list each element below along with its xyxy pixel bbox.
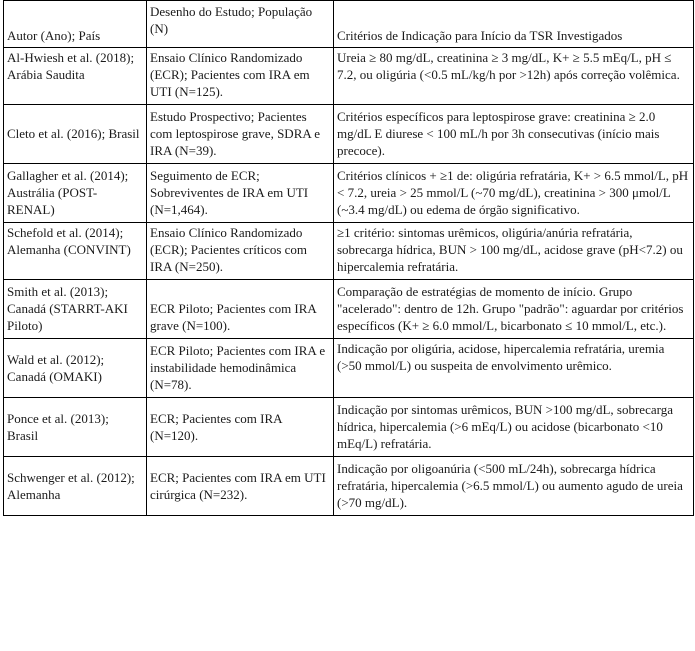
cell-design: Seguimento de ECR; Sobreviventes de IRA em UTI (N=1,464).: [147, 164, 334, 223]
cell-design: Ensaio Clínico Randomizado (ECR); Pacientes críticos com IRA (N=250).: [147, 223, 334, 280]
table-row: [4, 223, 694, 280]
cell-author: Schwenger et al. (2012); Alemanha: [4, 457, 147, 516]
table-row: [4, 339, 694, 398]
cell-criteria: Critérios clínicos + ≥1 de: oligúria refratária, K+ > 6.5 mmol/L, pH < 7.2, ureia > 25 mmol/L (~70 mg/dL), creatinina > 300 μmol/L (~3.4 mg/dL) ou edema de órgão significativo.: [334, 164, 694, 223]
table-row: [4, 48, 694, 105]
cell-design: ECR Piloto; Pacientes com IRA grave (N=100).: [147, 280, 334, 339]
header-criteria: Critérios de Indicação para Início da TSR Investigados: [334, 1, 694, 48]
cell-author: Al-Hwiesh et al. (2018); Arábia Saudita: [4, 48, 147, 105]
criteria-table: [3, 0, 694, 516]
cell-design: ECR Piloto; Pacientes com IRA e instabilidade hemodinâmica (N=78).: [147, 339, 334, 398]
cell-criteria: ≥1 critério: sintomas urêmicos, oligúria/anúria refratária, sobrecarga hídrica, BUN > 100 mg/dL, acidose grave (pH<7.2) ou hipercalemia refratária.: [334, 223, 694, 280]
cell-author: Gallagher et al. (2014); Austrália (POST-RENAL): [4, 164, 147, 223]
header-design: Desenho do Estudo; População (N): [147, 1, 334, 48]
cell-criteria: Ureia ≥ 80 mg/dL, creatinina ≥ 3 mg/dL, K+ ≥ 5.5 mEq/L, pH ≤ 7.2, ou oligúria (<0.5 mL/kg/h por >12h) após correção volêmica.: [334, 48, 694, 105]
cell-criteria: Critérios específicos para leptospirose grave: creatinina ≥ 2.0 mg/dL E diurese < 100 mL/h por 3h consecutivas (início mais precoce).: [334, 105, 694, 164]
cell-criteria: Indicação por oligoanúria (<500 mL/24h), sobrecarga hídrica refratária, hipercalemia (>6.5 mmol/L) ou aumento agudo de ureia (>70 mg/dL).: [334, 457, 694, 516]
table-row: [4, 105, 694, 164]
cell-design: ECR; Pacientes com IRA em UTI cirúrgica (N=232).: [147, 457, 334, 516]
cell-author: Cleto et al. (2016); Brasil: [4, 105, 147, 164]
cell-criteria: Comparação de estratégias de momento de início. Grupo "acelerado": dentro de 12h. Grupo "padrão": aguardar por critérios específicos (K+ ≥ 6.0 mmol/L, bicarbonato ≤ 10 mmol/L, etc.).: [334, 280, 694, 339]
table-row: [4, 164, 694, 223]
table-row: [4, 398, 694, 457]
cell-author: Ponce et al. (2013); Brasil: [4, 398, 147, 457]
header-row: [4, 1, 694, 48]
cell-design: ECR; Pacientes com IRA (N=120).: [147, 398, 334, 457]
cell-author: Schefold et al. (2014); Alemanha (CONVINT): [4, 223, 147, 280]
cell-design: Ensaio Clínico Randomizado (ECR); Pacientes com IRA em UTI (N=125).: [147, 48, 334, 105]
cell-criteria: Indicação por oligúria, acidose, hipercalemia refratária, uremia (>50 mmol/L) ou suspeita de envolvimento urêmico.: [334, 339, 694, 398]
cell-criteria: Indicação por sintomas urêmicos, BUN >100 mg/dL, sobrecarga hídrica, hipercalemia (>6 mEq/L) ou acidose (bicarbonato <10 mEq/L) refratária.: [334, 398, 694, 457]
cell-author: Wald et al. (2012); Canadá (OMAKI): [4, 339, 147, 398]
table-row: [4, 457, 694, 516]
cell-design: Estudo Prospectivo; Pacientes com leptospirose grave, SDRA e IRA (N=39).: [147, 105, 334, 164]
header-author: Autor (Ano); País: [4, 1, 147, 48]
table-row: [4, 280, 694, 339]
cell-author: Smith et al. (2013); Canadá (STARRT-AKI Piloto): [4, 280, 147, 339]
